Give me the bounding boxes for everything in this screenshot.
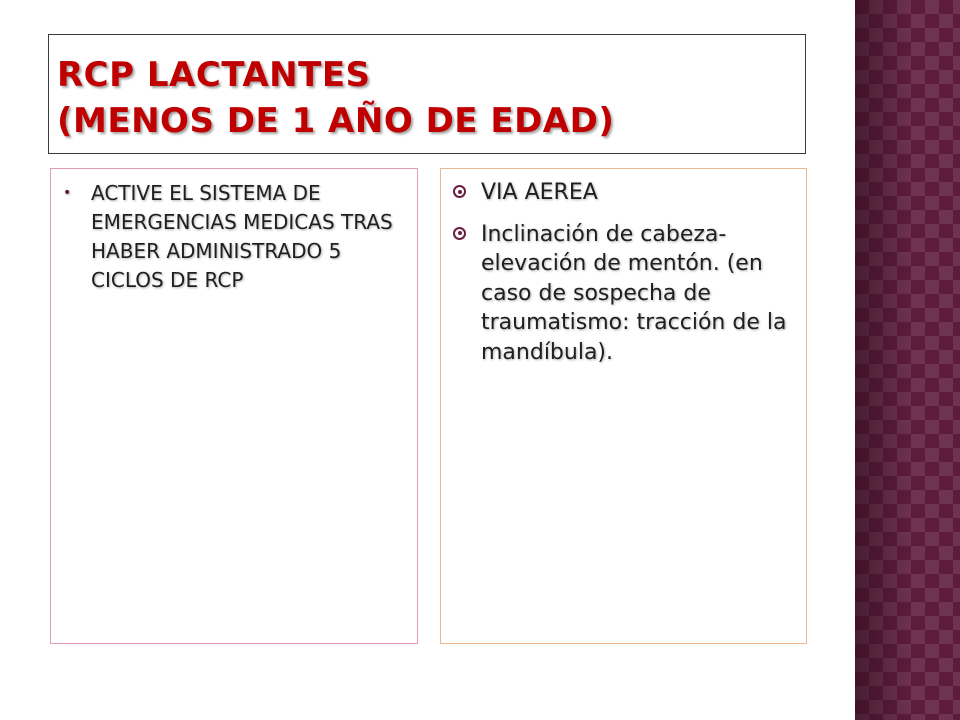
- left-content-panel: [50, 168, 418, 644]
- circle-dot-bullet-icon: [453, 185, 466, 198]
- right-list-item: [441, 178, 806, 208]
- left-item-text: ACTIVE EL SISTEMA DE EMERGENCIAS MEDICAS TRAS HABER ADMINISTRADO 5 CICLOS DE RCP: [91, 181, 393, 292]
- right-item-text: VIA AEREA: [481, 180, 598, 205]
- right-list-item: [441, 220, 806, 368]
- decorative-side-band: [855, 0, 960, 720]
- right-item-text: Inclinación de cabeza-elevación de mentón. (en caso de sospecha de traumatismo: tracción de la mandíbula).: [481, 221, 787, 365]
- title-box: [48, 34, 806, 154]
- circle-dot-bullet-icon: [453, 227, 466, 240]
- slide-title-line-1: RCP LACTANTES: [57, 55, 371, 95]
- left-list-item: [51, 179, 417, 295]
- right-content-panel: [440, 168, 807, 644]
- dot-bullet-icon: •: [63, 185, 72, 201]
- slide-title-line-2: (MENOS DE 1 AÑO DE EDAD): [57, 101, 615, 141]
